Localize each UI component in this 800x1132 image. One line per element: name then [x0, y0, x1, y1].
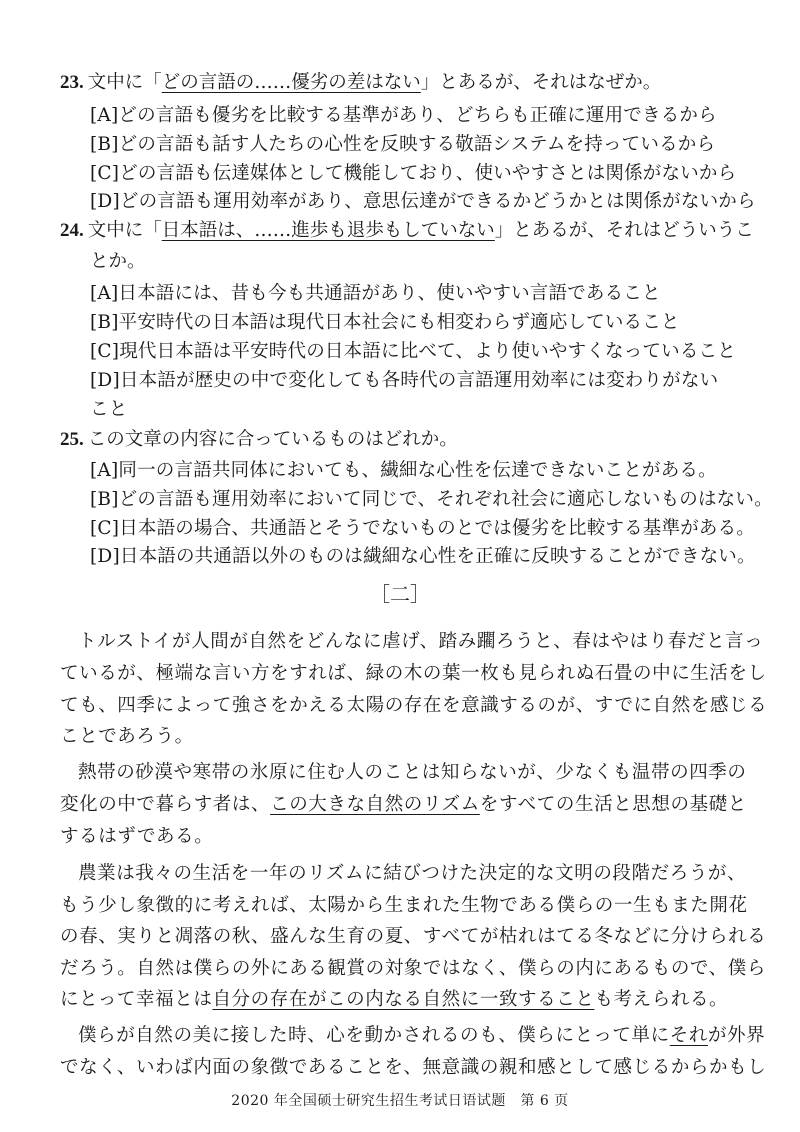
underlined-phrase: 自分の存在がこの内なる自然に一致すること: [212, 989, 595, 1010]
question-23-option-a: [A]どの言語も優劣を比較する基準があり、どちらも正確に運用できるから: [90, 105, 717, 126]
question-25-option-b: [B]どの言語も運用効率において同じで、それぞれ社会に適応しないものはない。: [90, 489, 773, 510]
question-25-stem: 25. この文章の内容に合っているものはどれか。: [60, 429, 458, 450]
quoted-text: 日本語は、……進歩も退歩もしていない: [161, 220, 495, 241]
passage-line: 変化の中で暮らす者は、この大きな自然のリズムをすべての生活と思想の基礎と: [60, 794, 747, 815]
passage-line: の春、実りと凋落の秋、盛んな生育の夏、すべてが枯れはてる冬などに分けられる: [60, 926, 767, 947]
question-number: 23.: [60, 72, 84, 93]
passage-line: ているが、極端な言い方をすれば、緑の木の葉一枚も見られぬ石畳の中に生活をし: [60, 663, 767, 684]
question-24-stem: 24. 文中に「日本語は、……進歩も退歩もしていない」とあるが、それはどういうこ: [60, 220, 754, 241]
passage-line: ことであろう。: [60, 726, 194, 747]
question-24-option-c: [C]現代日本語は平安時代の日本語に比べて、より使いやすくなっていること: [90, 341, 736, 362]
question-24-option-d: [D]日本語が歴史の中で変化しても各時代の言語運用効率には変わりがない: [90, 370, 719, 391]
question-25-option-c: [C]日本語の場合、共通語とそうでないものとでは優劣を比較する基準がある。: [90, 518, 755, 539]
question-24-option-d-cont: こと: [90, 399, 128, 420]
passage-line: もう少し象徴的に考えれば、太陽から生まれた生物である僕らの一生もまた開花: [60, 895, 748, 916]
passage-line: 僕らが自然の美に接した時、心を動かされるのも、僕らにとって単にそれが外界: [78, 1025, 766, 1046]
question-number: 24.: [60, 220, 84, 241]
question-23-option-d: [D]どの言語も運用効率があり、意思伝達ができるかどうかとは関係がないから: [90, 191, 756, 212]
question-25-option-a: [A]同一の言語共同体においても、繊細な心性を伝達できないことがある。: [90, 460, 717, 481]
passage-line: 農業は我々の生活を一年のリズムに結びつけた決定的な文明の段階だろうが、: [78, 863, 747, 884]
question-23-option-b: [B]どの言語も話す人たちの心性を反映する敬語システムを持っているから: [90, 134, 716, 155]
underlined-phrase: この大きな自然のリズム: [270, 794, 480, 815]
passage-line: でなく、いわば内面の象徴であることを、無意識の親和感として感じるからかもし: [60, 1057, 767, 1078]
underlined-phrase: それ: [669, 1025, 708, 1046]
page-footer: 2020 年全国硕士研究生招生考试日语试题 第 6 页: [231, 1093, 569, 1109]
question-23-option-c: [C]どの言語も伝達媒体として機能しており、使いやすさとは関係がないから: [90, 163, 737, 184]
question-number: 25.: [60, 429, 84, 450]
quoted-text: どの言語の……優劣の差はない: [161, 72, 421, 93]
question-25-option-d: [D]日本語の共通語以外のものは繊細な心性を正確に反映することができない。: [90, 546, 756, 567]
question-24-option-b: [B]平安時代の日本語は現代日本社会にも相変わらず適応していること: [90, 312, 680, 333]
section-heading: ［二］: [370, 582, 430, 606]
question-24-stem-cont: とか。: [90, 251, 146, 272]
question-23-stem: 23. 文中に「どの言語の……優劣の差はない」とあるが、それはなぜか。: [60, 72, 662, 93]
passage-line: するはずである。: [60, 826, 214, 847]
passage-line: 熱帯の砂漠や寒帯の氷原に住む人のことは知らないが、少なくも温帯の四季の: [78, 762, 747, 783]
passage-line: ても、四季によって強さをかえる太陽の存在を意識するのが、すでに自然を感じる: [60, 695, 768, 716]
passage-line: にとって幸福とは自分の存在がこの内なる自然に一致することも考えられる。: [60, 989, 729, 1010]
question-24-option-a: [A]日本語には、昔も今も共通語があり、使いやすい言語であること: [90, 283, 661, 304]
passage-line: トルストイが人間が自然をどんなに虐げ、踏み躙ろうと、春はやはり春だと言っ: [78, 631, 764, 652]
passage-line: だろう。自然は僕らの外にある観賞の対象ではなく、僕らの内にあるもので、僕ら: [60, 958, 766, 979]
